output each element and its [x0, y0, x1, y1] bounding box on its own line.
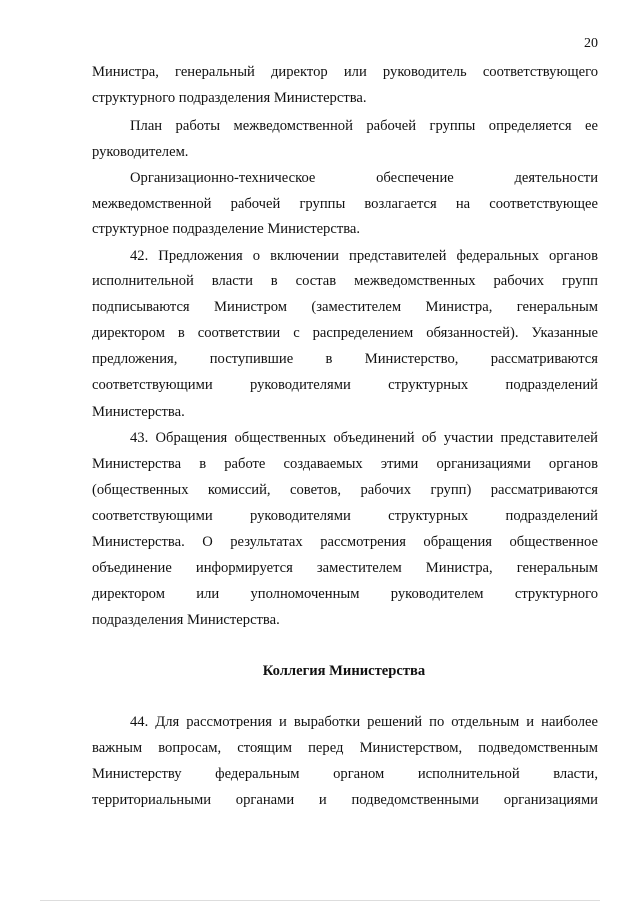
page-bottom-edge: [40, 900, 600, 901]
text-line: межведомственной рабочей группы возлагается на соответствующее: [92, 196, 598, 212]
text-line: Организационно-техническое обеспечение деятельности: [130, 170, 598, 186]
text-line: Министерства в работе создаваемых этими организациями органов: [92, 456, 598, 472]
text-line: Министра, генеральный директор или руководитель соответствующего: [92, 64, 598, 80]
text-line: директором в соответствии с распределением обязанностей). Указанные: [92, 325, 598, 341]
text-line: объединение информируется заместителем Министра, генеральным: [92, 560, 598, 576]
text-line: подразделения Министерства.: [92, 612, 280, 628]
text-line: структурное подразделение Министерства.: [92, 221, 361, 237]
text-line: 44. Для рассмотрения и выработки решений по отдельным и наиболее: [130, 714, 598, 730]
text-line: Министерству федеральным органом исполнительной власти,: [92, 766, 598, 782]
text-line: 42. Предложения о включении представителей федеральных органов: [130, 248, 598, 264]
text-line: структурного подразделения Министерства.: [92, 90, 367, 106]
text-line: подписываются Министром (заместителем Министра, генеральным: [92, 299, 598, 315]
text-line: Министерства. О результатах рассмотрения обращения общественное: [92, 534, 598, 550]
text-line: 43. Обращения общественных объединений об участии представителей: [130, 430, 598, 446]
text-line: предложения, поступившие в Министерство, рассматриваются: [92, 351, 598, 367]
text-line: руководителем.: [92, 144, 189, 160]
text-line: территориальными органами и подведомственными организациями: [92, 792, 598, 808]
text-line: исполнительной власти в состав межведомственных рабочих групп: [92, 273, 598, 289]
text-line: важным вопросам, стоящим перед Министерством, подведомственным: [92, 740, 598, 756]
text-line: План работы межведомственной рабочей группы определяется ее: [130, 118, 598, 134]
text-line: соответствующими руководителями структурных подразделений: [92, 377, 598, 393]
text-line: (общественных комиссий, советов, рабочих групп) рассматриваются: [92, 482, 598, 498]
text-line: Министерства.: [92, 404, 185, 420]
text-line: директором или уполномоченным руководителем структурного: [92, 586, 598, 602]
text-line: соответствующими руководителями структурных подразделений: [92, 508, 598, 524]
section-heading: Коллегия Министерства: [262, 663, 426, 679]
page-number: 20: [584, 36, 598, 51]
